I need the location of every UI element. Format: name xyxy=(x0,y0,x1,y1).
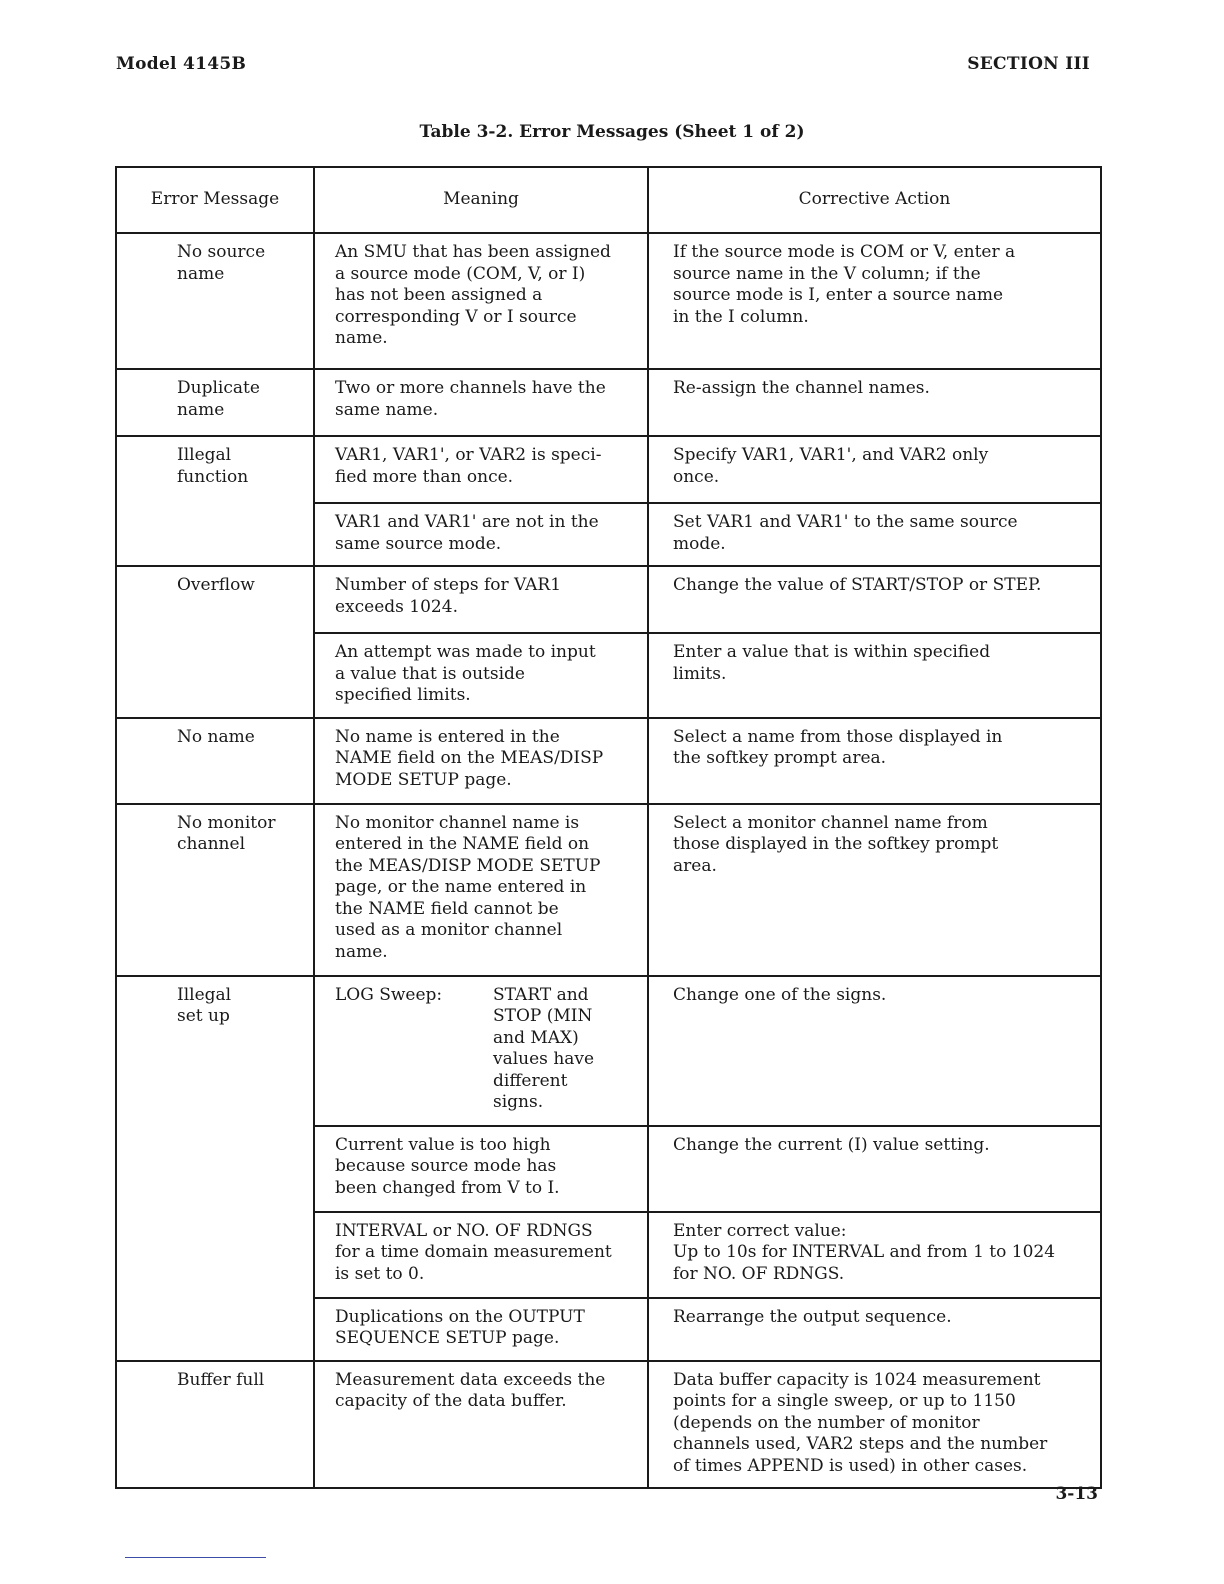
column-header-error-message: Error Message xyxy=(116,167,314,233)
table-row xyxy=(116,804,1101,976)
error-message-cell: Duplicate name xyxy=(116,369,314,436)
corrective-action-cell: Specify VAR1, VAR1', and VAR2 only once. xyxy=(648,436,1101,503)
column-header-meaning: Meaning xyxy=(314,167,648,233)
error-message-cell: Illegal set up xyxy=(116,976,314,1361)
corrective-action-cell: If the source mode is COM or V, enter a source name in the V column; if the source mode is I, enter a source name in the I column. xyxy=(648,233,1101,369)
error-message-cell: Buffer full xyxy=(116,1361,314,1489)
corrective-action-cell: Select a name from those displayed in the softkey prompt area. xyxy=(648,718,1101,804)
meaning-cell: VAR1 and VAR1' are not in the same source mode. xyxy=(314,503,648,566)
corrective-action-cell: Select a monitor channel name from those displayed in the softkey prompt area. xyxy=(648,804,1101,976)
meaning-cell: Number of steps for VAR1 exceeds 1024. xyxy=(314,566,648,633)
corrective-action-cell: Enter a value that is within specified limits. xyxy=(648,633,1101,718)
log-sweep-label: LOG Sweep: xyxy=(335,984,443,1005)
table-row xyxy=(116,436,1101,503)
meaning-cell: An SMU that has been assigned a source mode (COM, V, or I) has not been assigned a corresponding V or I source name. xyxy=(314,233,648,369)
table-header-row xyxy=(116,167,1101,233)
footer-rule xyxy=(125,1557,266,1558)
corrective-action-cell: Change one of the signs. xyxy=(648,976,1101,1126)
log-sweep-text: START and STOP (MIN and MAX) values have different signs. xyxy=(493,984,595,1112)
corrective-action-cell: Change the current (I) value setting. xyxy=(648,1126,1101,1212)
log-sweep-block xyxy=(335,985,637,1114)
corrective-action-cell: Enter correct value: Up to 10s for INTERVAL and from 1 to 1024 for NO. OF RDNGS. xyxy=(648,1212,1101,1298)
meaning-cell: An attempt was made to input a value that is outside specified limits. xyxy=(314,633,648,718)
meaning-cell: Duplications on the OUTPUT SEQUENCE SETUP page. xyxy=(314,1298,648,1361)
table-row xyxy=(116,369,1101,436)
error-message-cell: No source name xyxy=(116,233,314,369)
header-model: Model 4145B xyxy=(116,54,247,74)
table-row xyxy=(116,1361,1101,1489)
table-row xyxy=(116,233,1101,369)
meaning-cell: INTERVAL or NO. OF RDNGS for a time domain measurement is set to 0. xyxy=(314,1212,648,1298)
corrective-action-cell: Change the value of START/STOP or STEP. xyxy=(648,566,1101,633)
meaning-cell: No name is entered in the NAME field on the MEAS/DISP MODE SETUP page. xyxy=(314,718,648,804)
error-messages-table xyxy=(115,166,1102,1489)
error-message-cell: Overflow xyxy=(116,566,314,718)
header-section: SECTION III xyxy=(967,54,1090,74)
table-row xyxy=(116,976,1101,1126)
corrective-action-cell: Rearrange the output sequence. xyxy=(648,1298,1101,1361)
corrective-action-cell: Data buffer capacity is 1024 measurement points for a single sweep, or up to 1150 (depends on the number of monitor channels used, VAR2 steps and the number of times APPEND is used) in other cases. xyxy=(648,1361,1101,1489)
error-message-cell: No name xyxy=(116,718,314,804)
meaning-cell: No monitor channel name is entered in the NAME field on the MEAS/DISP MODE SETUP page, or the name entered in the NAME field cannot be used as a monitor channel name. xyxy=(314,804,648,976)
table-row xyxy=(116,718,1101,804)
table-row xyxy=(116,566,1101,633)
column-header-corrective-action: Corrective Action xyxy=(648,167,1101,233)
table-title: Table 3-2. Error Messages (Sheet 1 of 2) xyxy=(419,122,805,142)
page-number: 3-13 xyxy=(1055,1484,1098,1504)
meaning-cell: Two or more channels have the same name. xyxy=(314,369,648,436)
corrective-action-cell: Set VAR1 and VAR1' to the same source mode. xyxy=(648,503,1101,566)
meaning-cell: Measurement data exceeds the capacity of the data buffer. xyxy=(314,1361,648,1489)
corrective-action-cell: Re-assign the channel names. xyxy=(648,369,1101,436)
meaning-cell xyxy=(314,976,648,1126)
error-message-cell: No monitor channel xyxy=(116,804,314,976)
meaning-cell: Current value is too high because source mode has been changed from V to I. xyxy=(314,1126,648,1212)
error-message-cell: Illegal function xyxy=(116,436,314,566)
meaning-cell: VAR1, VAR1', or VAR2 is speci- fied more than once. xyxy=(314,436,648,503)
